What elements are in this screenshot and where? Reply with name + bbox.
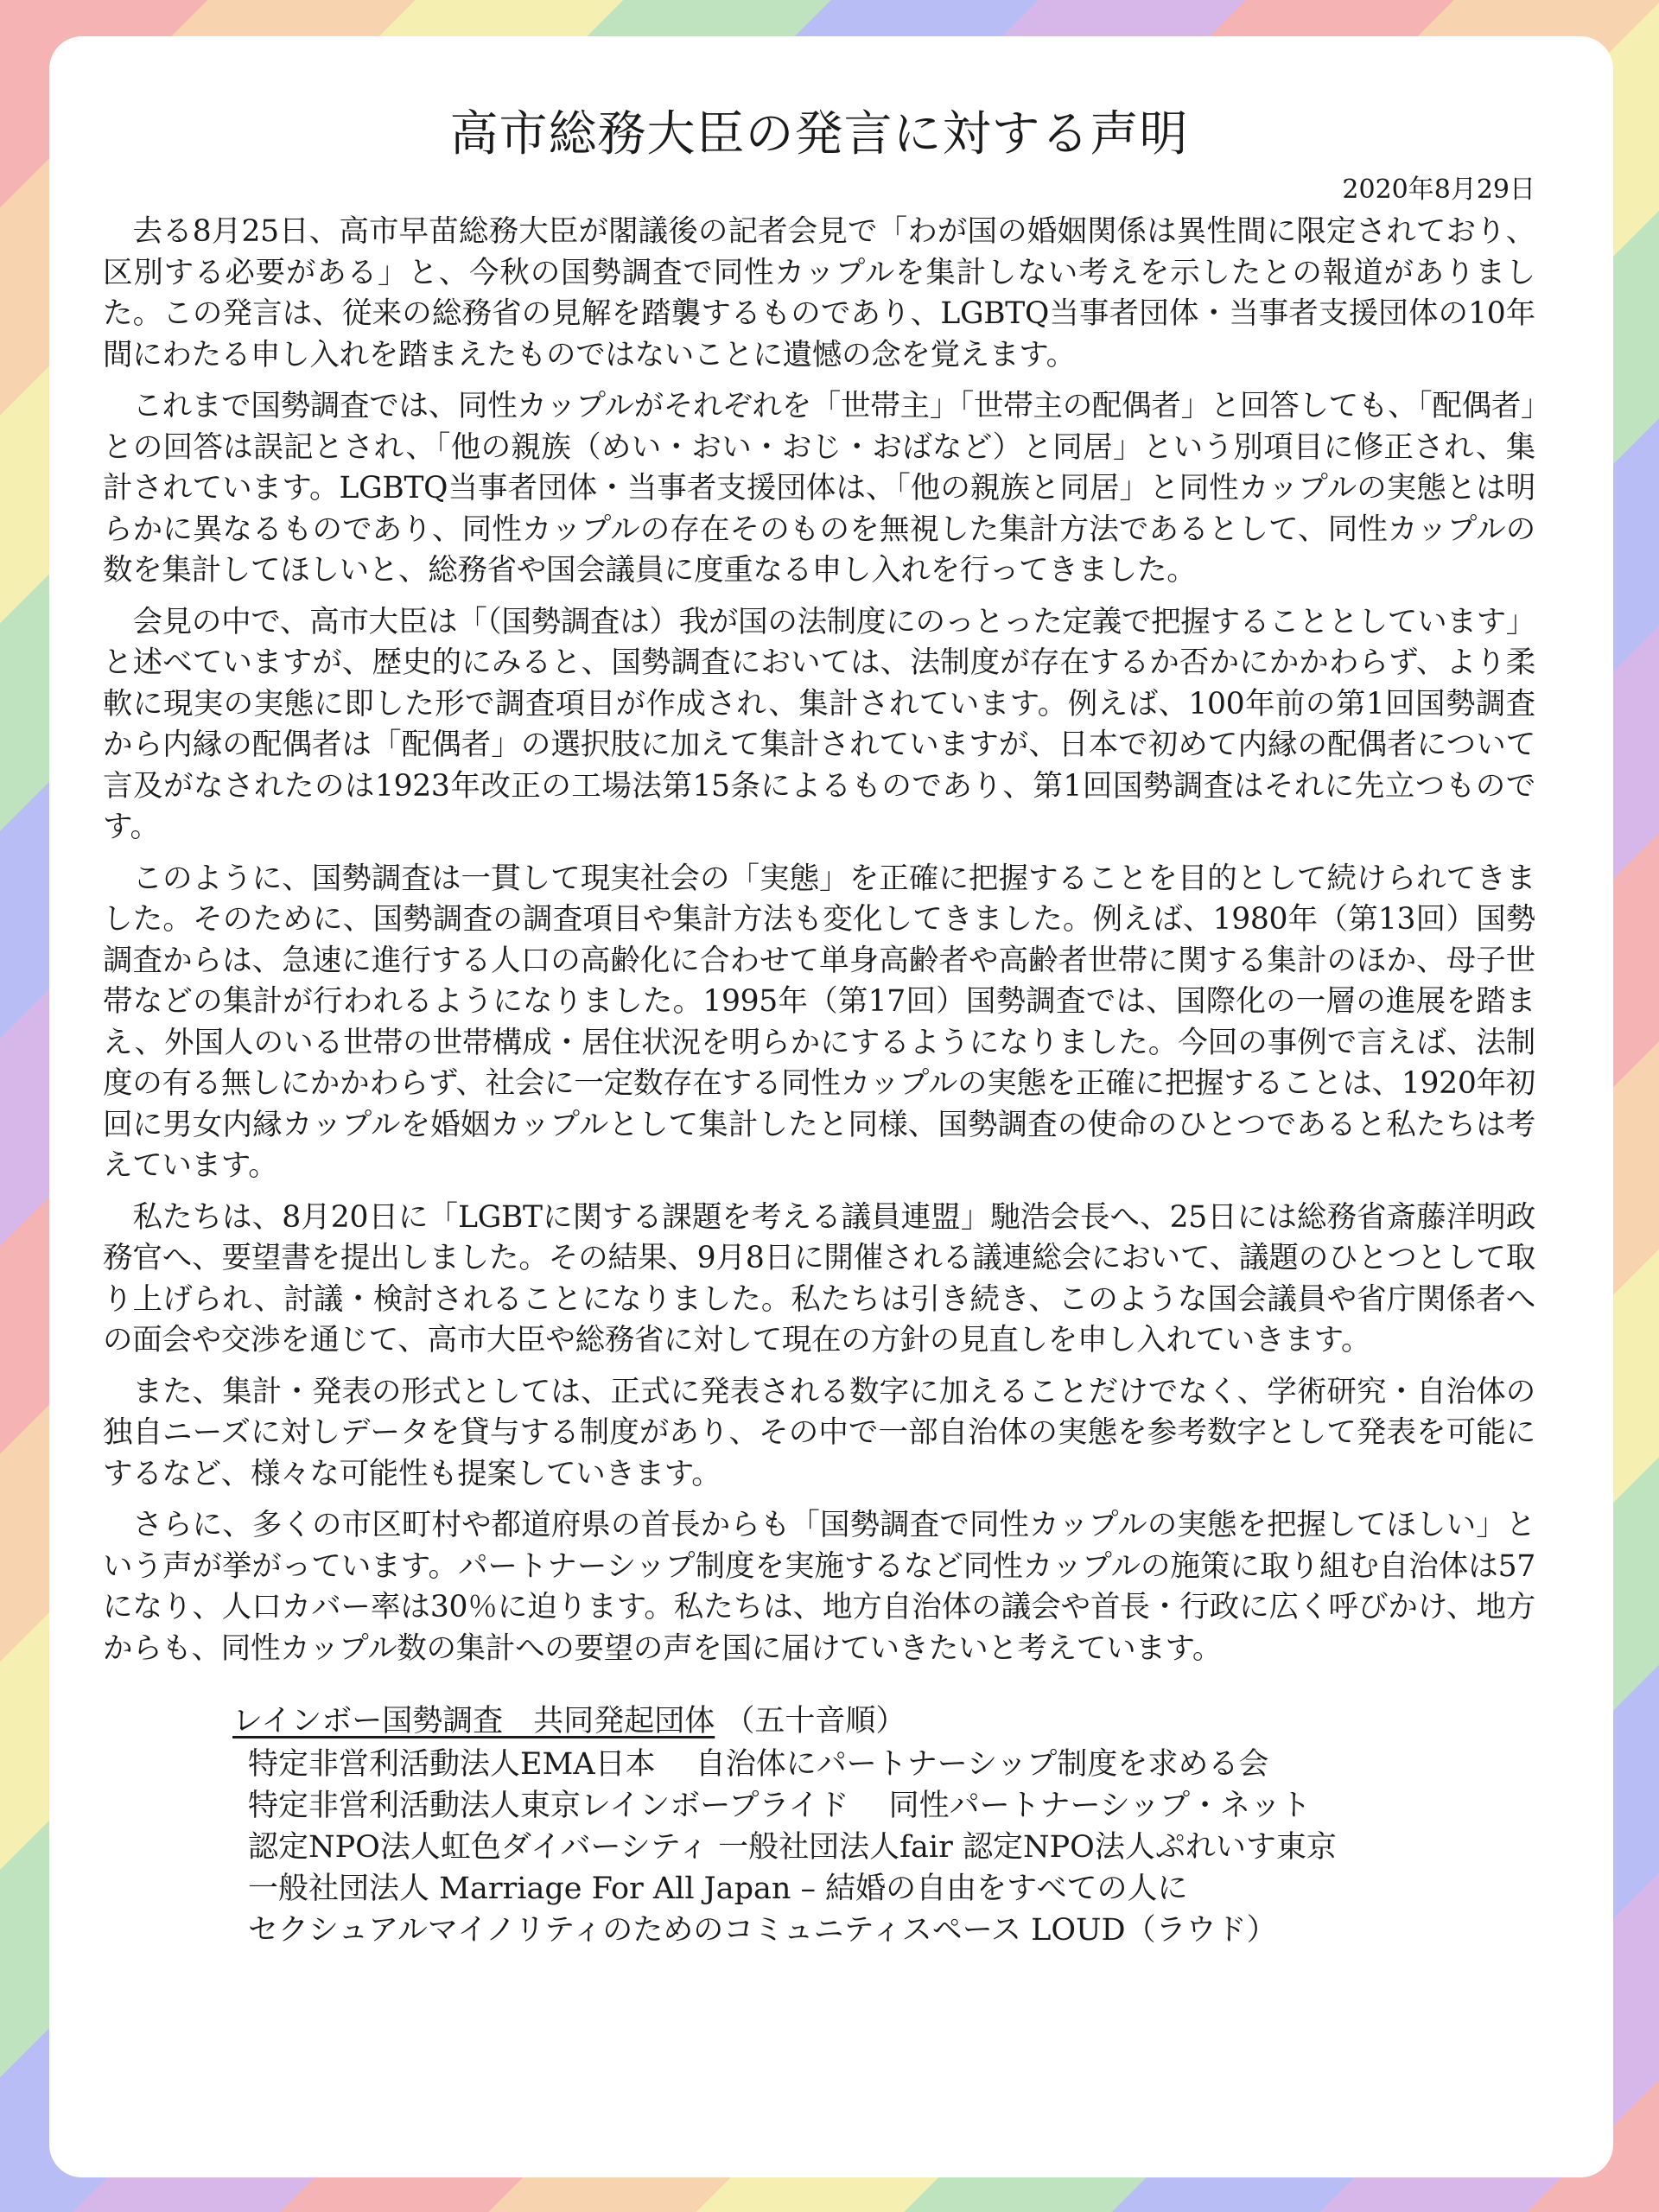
organizations-heading-line: [232, 1700, 1535, 1742]
organizations-list: [232, 1744, 1535, 1951]
organization-line: 認定NPO法人虹色ダイバーシティ 一般社団法人fair 認定NPO法人ぷれいす東京: [248, 1830, 1337, 1866]
organization-line: 特定非営利活動法人EMA日本 自治体にパートナーシップ制度を求める会: [248, 1747, 1269, 1783]
organizations-heading: レインボー国勢調査 共同発起団体: [232, 1704, 715, 1739]
paragraph: このように、国勢調査は一貫して現実社会の「実態」を正確に把握することを目的として続けられてきました。そのために、国勢調査の調査項目や集計方法も変化してきました。例えば、1980年（第13回）国勢調査からは、急速に進行する人口の高齢化に合わせて単身高齢者や高齢者世帯に関する集計のほか、母子世帯などの集計が行われるようになりました。1995年（第17回）国勢調査では、国際化の一層の進展を踏まえ、外国人のいる世帯の世帯構成・居住状況を明らかにするようになりました。今回の事例で言えば、法制度の有る無しにかかわらず、社会に一定数存在する同性カップルの実態を正確に把握することは、1920年初回に男女内縁カップルを婚姻カップルとして集計したと同様、国勢調査の使命のひとつであると私たちは考えています。: [103, 861, 1535, 1184]
page-title: 高市総務大臣の発言に対する声明: [449, 106, 1189, 162]
paragraph: 去る8月25日、高市早苗総務大臣が閣議後の記者会見で「わが国の婚姻関係は異性間に限定されており、区別する必要がある」と、今秋の国勢調査で同性カップルを集計しない考えを示したとの報道がありました。この発言は、従来の総務省の見解を踏襲するものであり、LGBTQ当事者団体・当事者支援団体の10年間にわたる申し入れを踏まえたものではないことに遺憾の念を覚えます。: [103, 214, 1535, 372]
paragraph: これまで国勢調査では、同性カップルがそれぞれを「世帯主」「世帯主の配偶者」と回答しても、「配偶者」との回答は誤記とされ、「他の親族（めい・おい・おじ・おばなど）と同居」という別項目に修正され、集計されています。LGBTQ当事者団体・当事者支援団体は、「他の親族と同居」と同性カップルの実態とは明らかに異なるものであり、同性カップルの存在そのものを無視した集計方法であるとして、同性カップルの数を集計してほしいと、総務省や国会議員に度重なる申し入れを行ってきました。: [103, 389, 1535, 588]
statement-card: [49, 36, 1613, 2177]
organization-line: 特定非営利活動法人東京レインボープライド 同性パートナーシップ・ネット: [248, 1789, 1312, 1824]
organization-line: セクシュアルマイノリティのためのコミュニティスペース LOUD（ラウド）: [248, 1913, 1277, 1948]
organization-line: 一般社団法人 Marriage For All Japan – 結婚の自由をすべての人に: [248, 1872, 1188, 1907]
organizations-order-note: （五十音順）: [724, 1704, 906, 1739]
organizations-section: [103, 1700, 1535, 1951]
paragraph: 私たちは、8月20日に「LGBTに関する課題を考える議員連盟」馳浩会長へ、25日には総務省斎藤洋明政務官へ、要望書を提出しました。その結果、9月8日に開催される議連総会において、議題のひとつとして取り上げられ、討議・検討されることになりました。私たちは引き続き、このような国会議員や省庁関係者への面会や交渉を通じて、高市大臣や総務省に対して現在の方針の見直しを申し入れていきます。: [103, 1199, 1535, 1358]
paragraph: また、集計・発表の形式としては、正式に発表される数字に加えることだけでなく、学術研究・自治体の独自ニーズに対しデータを貸与する制度があり、その中で一部自治体の実態を参考数字として発表を可能にするなど、様々な可能性も提案していきます。: [103, 1374, 1535, 1491]
statement-body: [103, 212, 1535, 1669]
paragraph: さらに、多くの市区町村や都道府県の首長からも「国勢調査で同性カップルの実態を把握してほしい」という声が挙がっています。パートナーシップ制度を実施するなど同性カップルの施策に取り組む自治体は57になり、人口カバー率は30％に迫ります。私たちは、地方自治体の議会や首長・行政に広く呼びかけ、地方からも、同性カップル数の集計への要望の声を国に届けていきたいと考えています。: [103, 1508, 1535, 1666]
paragraph: 会見の中で、高市大臣は「（国勢調査は）我が国の法制度にのっとった定義で把握することとしています」と述べていますが、歴史的にみると、国勢調査においては、法制度が存在するか否かにかかわらず、より柔軟に現実の実態に即した形で調査項目が作成され、集計されています。例えば、100年前の第1回国勢調査から内縁の配偶者は「配偶者」の選択肢に加えて集計されていますが、日本で初めて内縁の配偶者について言及がなされたのは1923年改正の工場法第15条によるものであり、第1回国勢調査はそれに先立つものです。: [103, 604, 1535, 845]
statement-date: 2020年8月29日: [1342, 175, 1535, 206]
